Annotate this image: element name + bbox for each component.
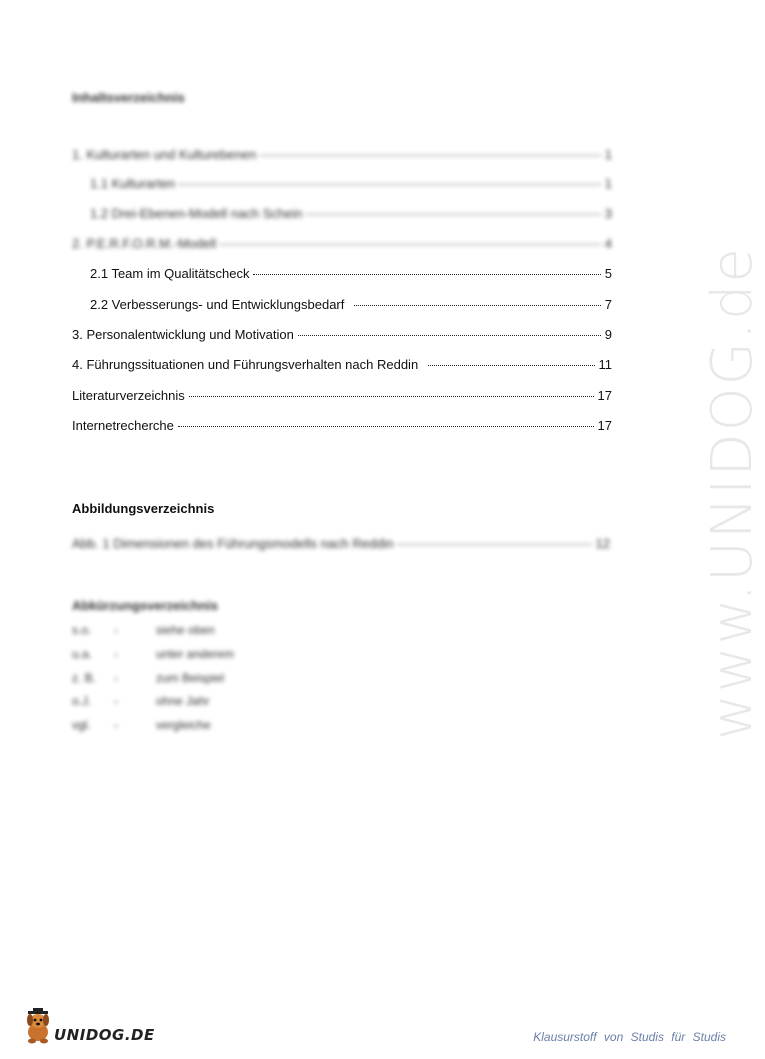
abbreviation-value: vergleiche (156, 718, 211, 732)
toc-entry-label: 2.2 Verbesserungs- und Entwicklungsbedarf (90, 297, 345, 312)
figures-title: Abbildungsverzeichnis (72, 501, 215, 516)
abbreviation-dash: - (114, 671, 118, 685)
toc-entry (72, 144, 612, 162)
toc-entry-page: 17 (597, 418, 612, 433)
toc-entry-label: 1. Kulturarten und Kulturebenen (72, 147, 257, 162)
figure-entry (72, 533, 610, 551)
toc-entry-label: 1.2 Drei-Ebenen-Modell nach Schein (90, 206, 303, 221)
toc-entry-page: 3 (604, 206, 612, 221)
toc-entry-page: 9 (604, 327, 612, 342)
toc-entry-label: Literaturverzeichnis (72, 388, 185, 403)
toc-entry (72, 415, 612, 433)
toc-entry-label: 2. P.E.R.F.O.R.M.-Modell (72, 236, 217, 251)
abbreviation-value: zum Beispiel (156, 671, 225, 685)
toc-entry (90, 173, 612, 191)
abbreviation-row (72, 623, 372, 639)
toc-entry-page: 1 (604, 176, 612, 191)
toc-entry (72, 354, 612, 372)
toc-entry (72, 324, 612, 342)
toc-entry-label: 1.1 Kulturarten (90, 176, 176, 191)
abbreviation-dash: - (114, 718, 118, 732)
abbreviation-key: vgl. (72, 718, 91, 732)
abbreviation-key: u.a. (72, 647, 93, 661)
toc-entry-label: 3. Personalentwicklung und Motivation (72, 327, 294, 342)
figure-entry-page: 12 (595, 536, 610, 551)
toc-entry-page: 17 (597, 388, 612, 403)
abbreviation-value: siehe oben (156, 623, 215, 637)
toc-entry (90, 203, 612, 221)
toc-entry-page: 1 (604, 147, 612, 162)
abbreviation-row (72, 694, 372, 710)
toc-entry (72, 385, 612, 403)
abbreviation-row (72, 671, 372, 687)
abbreviation-row (72, 718, 372, 734)
abbreviation-value: ohne Jahr (156, 694, 210, 708)
abbreviation-value: unter anderem (156, 647, 235, 661)
figure-entry-label: Abb. 1 Dimensionen des Führungsmodells nach Reddin (72, 536, 394, 551)
toc-entry-page: 5 (604, 266, 612, 281)
logo-text: UNIDOG.DE (54, 1026, 155, 1044)
toc-title: Inhaltsverzeichnis (72, 90, 185, 105)
abbreviation-key: s.o. (72, 623, 92, 637)
toc-entry-label: 4. Führungssituationen und Führungsverhalten nach Reddin (72, 357, 419, 372)
watermark-text: www.UNIDOG.de (700, 246, 765, 740)
toc-entry-label: Internetrecherche (72, 418, 174, 433)
toc-entry-page: 4 (604, 236, 612, 251)
toc-entry (72, 233, 612, 251)
abbreviation-dash: - (114, 694, 118, 708)
abbreviation-dash: - (114, 647, 118, 661)
toc-entry-label: 2.1 Team im Qualitätscheck (90, 266, 250, 281)
toc-entry (90, 294, 612, 312)
abbreviation-dash: - (114, 623, 118, 637)
abbreviations-title: Abkürzungsverzeichnis (72, 598, 218, 613)
toc-entry-page: 7 (604, 297, 612, 312)
toc-entry-page: 11 (598, 357, 612, 372)
unidog-logo (22, 1008, 155, 1048)
footer-slogan: Klausurstoff von Studis für Studis (533, 1030, 726, 1044)
dog-icon (22, 1008, 58, 1046)
abbreviation-key: z. B. (72, 671, 97, 685)
toc-entry (90, 263, 612, 281)
abbreviation-key: o.J. (72, 694, 92, 708)
abbreviation-row (72, 647, 372, 663)
